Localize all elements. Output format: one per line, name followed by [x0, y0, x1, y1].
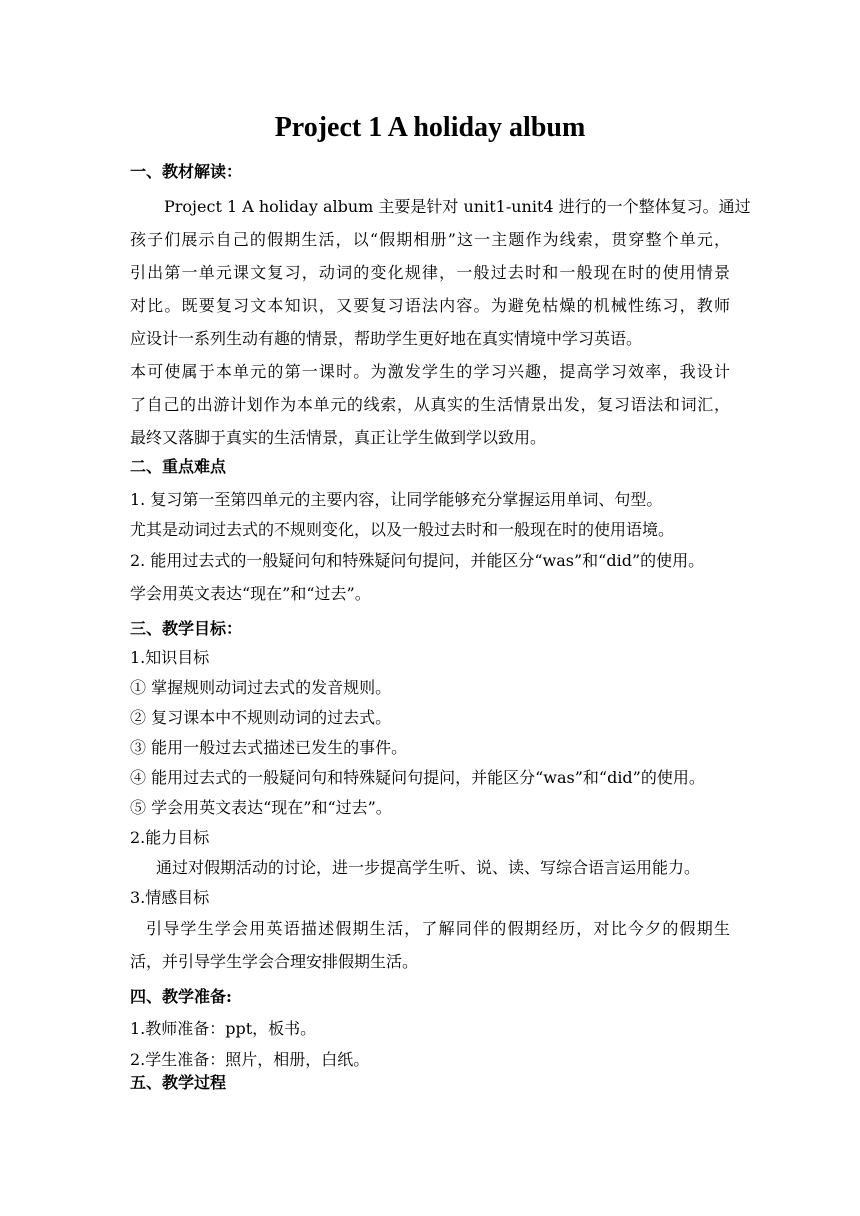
subheading-emotional-objectives: 3.情感目标 — [130, 888, 210, 907]
section-heading-textbook-analysis: 一、教材解读： — [130, 162, 243, 181]
subheading-ability-objectives: 2.能力目标 — [130, 828, 210, 847]
paragraph-line: 最终又落脚于真实的生活情景，真正让学生做到学以致用。 — [130, 428, 547, 447]
key-point-line: 1. 复习第一至第四单元的主要内容，让同学能够充分掌握运用单词、句型。 — [130, 490, 663, 509]
objective-item: ② 复习课本中不规则动词的过去式。 — [130, 708, 392, 727]
section-heading-teaching-process: 五、教学过程 — [130, 1073, 227, 1092]
key-point-line: 2. 能用过去式的一般疑问句和特殊疑问句提问，并能区分“was”和“did”的使用。 — [130, 551, 705, 570]
objective-item: ① 掌握规则动词过去式的发音规则。 — [130, 678, 392, 697]
section-heading-key-points: 二、重点难点 — [130, 457, 227, 476]
objective-item: ④ 能用过去式的一般疑问句和特殊疑问句提问，并能区分“was”和“did”的使用。 — [130, 768, 705, 787]
section-heading-teaching-preparation: 四、教学准备: — [130, 987, 232, 1006]
emotion-objective-line: 活，并引导学生学会合理安排假期生活。 — [130, 952, 419, 971]
paragraph-line: 应设计一系列生动有趣的情景，帮助学生更好地在真实情境中学习英语。 — [130, 329, 643, 348]
subheading-knowledge-objectives: 1.知识目标 — [130, 648, 210, 667]
emotion-objective-line: 引导学生学会用英语描述假期生活，了解同伴的假期经历，对比今夕的假期生 — [146, 919, 730, 938]
key-point-line: 学会用英文表达“现在”和“过去”。 — [130, 584, 371, 603]
ability-objective-text: 通过对假期活动的讨论，进一步提高学生听、说、读、写综合语言运用能力。 — [156, 858, 701, 877]
objective-item: ⑤ 学会用英文表达“现在”和“过去”。 — [130, 798, 392, 817]
section-heading-teaching-objectives: 三、教学目标： — [130, 619, 243, 638]
teacher-preparation: 1.教师准备：ppt，板书。 — [130, 1019, 317, 1038]
document-title: Project 1 A holiday album — [274, 112, 586, 143]
paragraph-line: 本可使属于本单元的第一课时。为激发学生的学习兴趣，提高学习效率，我设计 — [130, 362, 730, 381]
paragraph-line: 了自己的出游计划作为本单元的线索，从真实的生活情景出发，复习语法和词汇， — [130, 395, 730, 414]
objective-item: ③ 能用一般过去式描述已发生的事件。 — [130, 738, 408, 757]
paragraph-line: 孩子们展示自己的假期生活，以“假期相册”这一主题作为线索，贯穿整个单元， — [130, 230, 730, 249]
paragraph-line: 对比。既要复习文本知识，又要复习语法内容。为避免枯燥的机械性练习，教师 — [130, 296, 730, 315]
student-preparation: 2.学生准备：照片，相册，白纸。 — [130, 1050, 370, 1069]
paragraph-line: Project 1 A holiday album 主要是针对 unit1-unit4 进行的一个整体复习。通过 — [164, 197, 751, 216]
paragraph-line: 引出第一单元课文复习，动词的变化规律，一般过去时和一般现在时的使用情景 — [130, 263, 730, 282]
key-point-line: 尤其是动词过去式的不规则变化，以及一般过去时和一般现在时的使用语境。 — [130, 520, 675, 539]
